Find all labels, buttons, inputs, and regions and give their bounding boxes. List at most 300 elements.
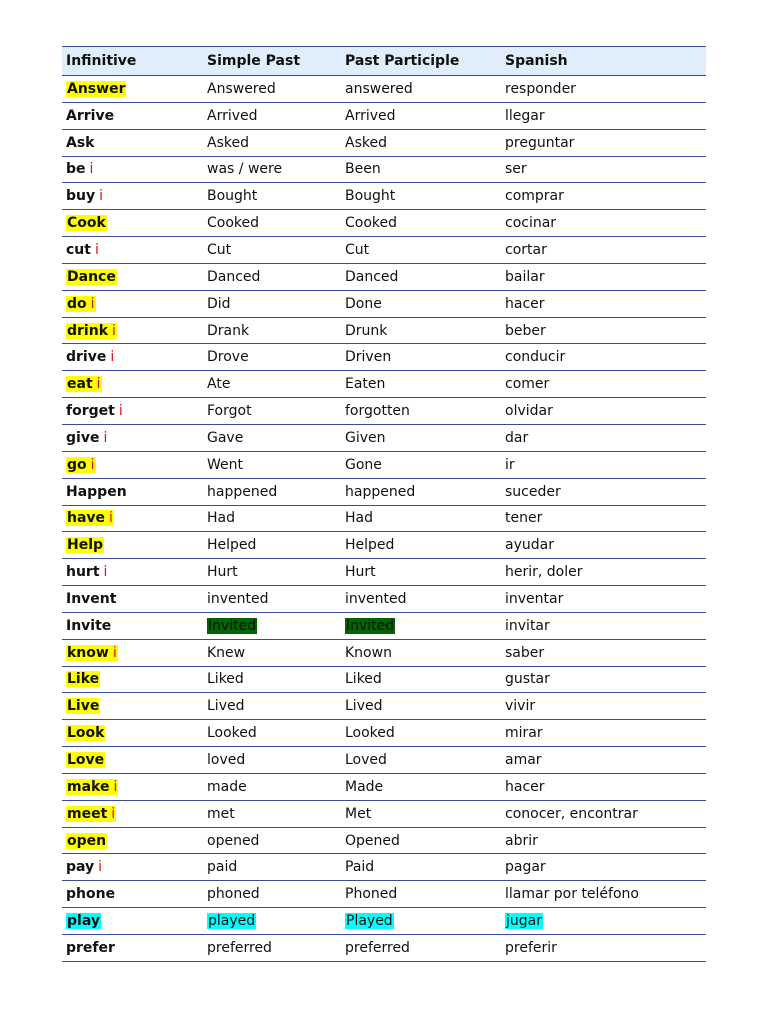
cell-text [66, 135, 94, 151]
cell-text [207, 323, 249, 339]
simple-past-cell [203, 451, 341, 478]
past-participle-cell [341, 237, 501, 264]
cell-value: Look [67, 725, 105, 742]
cell-text [345, 323, 387, 339]
highlighted-text [66, 752, 105, 768]
cell-text [207, 108, 258, 124]
cell-value: answered [345, 80, 413, 97]
spanish-cell [501, 129, 706, 156]
table-row [62, 639, 706, 666]
table-row [62, 76, 706, 103]
irregular-marker: i [94, 241, 99, 258]
simple-past-cell [203, 102, 341, 129]
simple-past-cell [203, 827, 341, 854]
cell-text [207, 269, 260, 285]
infinitive-cell [62, 666, 203, 693]
simple-past-cell [203, 693, 341, 720]
cell-value: hacer [505, 295, 545, 312]
cell-value: drive [66, 349, 107, 366]
cell-value: Helped [207, 537, 257, 554]
spanish-cell [501, 210, 706, 237]
simple-past-cell [203, 183, 341, 210]
cell-value: Knew [207, 644, 246, 661]
cell-value: happened [207, 483, 278, 500]
cell-value: drink [67, 322, 109, 339]
highlighted-text [66, 806, 116, 822]
spanish-cell [501, 424, 706, 451]
highlighted-text [66, 296, 96, 312]
simple-past-cell [203, 76, 341, 103]
cell-value: abrir [505, 832, 538, 849]
infinitive-cell [62, 532, 203, 559]
cell-text [505, 376, 549, 392]
cell-value: Went [207, 456, 243, 473]
cell-text [345, 135, 387, 151]
cell-text [505, 671, 550, 687]
infinitive-cell [62, 344, 203, 371]
simple-past-cell [203, 237, 341, 264]
cell-value: responder [505, 80, 576, 97]
header-spanish: Spanish [501, 47, 706, 76]
spanish-cell [501, 639, 706, 666]
cell-text [505, 242, 547, 258]
highlighted-text [66, 215, 107, 231]
cell-text [345, 81, 413, 97]
highlighted-text [66, 779, 118, 795]
simple-past-cell [203, 398, 341, 425]
cell-text [66, 108, 114, 124]
highlighted-text [345, 913, 394, 929]
cell-text [66, 886, 115, 902]
cell-text [345, 779, 383, 795]
cell-text [345, 215, 397, 231]
infinitive-cell [62, 881, 203, 908]
cell-value: Arrive [66, 107, 115, 124]
highlighted-text [66, 457, 96, 473]
cell-text [505, 161, 527, 177]
highlighted-text [66, 698, 100, 714]
past-participle-cell [341, 666, 501, 693]
infinitive-cell [62, 183, 203, 210]
cell-text [207, 457, 243, 473]
cell-value: Cut [207, 241, 232, 258]
cell-value: cut [66, 241, 91, 258]
simple-past-cell [203, 666, 341, 693]
past-participle-cell [341, 317, 501, 344]
cell-text [207, 188, 257, 204]
past-participle-cell [341, 935, 501, 962]
irregular-marker: i [90, 456, 95, 473]
cell-text [505, 564, 583, 580]
cell-text [345, 752, 387, 768]
table-row [62, 210, 706, 237]
infinitive-cell [62, 317, 203, 344]
irregular-marker: i [112, 322, 116, 339]
cell-value: hurt [66, 564, 100, 581]
infinitive-cell [62, 747, 203, 774]
cell-text [207, 698, 244, 714]
cell-value: preferred [345, 939, 410, 956]
infinitive-cell [62, 908, 203, 935]
cell-value: cortar [505, 241, 547, 258]
spanish-cell [501, 720, 706, 747]
cell-text [345, 403, 410, 419]
table-row [62, 237, 706, 264]
infinitive-cell [62, 505, 203, 532]
spanish-cell [501, 586, 706, 613]
cell-value: Had [207, 510, 235, 527]
cell-text [505, 188, 564, 204]
cell-value: suceder [505, 483, 561, 500]
table-header [62, 47, 706, 76]
cell-text [207, 564, 238, 580]
cell-text [66, 430, 107, 446]
cell-text [345, 806, 371, 822]
cell-value: Looked [345, 725, 395, 742]
spanish-cell [501, 317, 706, 344]
irregular-marker: i [110, 349, 115, 366]
cell-value: hacer [505, 778, 545, 795]
spanish-cell [501, 559, 706, 586]
infinitive-cell [62, 398, 203, 425]
past-participle-cell [341, 451, 501, 478]
spanish-cell [501, 773, 706, 800]
cell-text [66, 859, 102, 875]
past-participle-cell [341, 586, 501, 613]
cell-text [505, 108, 545, 124]
cell-value: Answer [67, 80, 126, 97]
cell-text [207, 215, 259, 231]
cell-text [345, 886, 397, 902]
infinitive-cell [62, 693, 203, 720]
cell-text [345, 537, 394, 553]
cell-value: Live [67, 698, 100, 715]
cell-text [505, 537, 554, 553]
cell-text [207, 135, 249, 151]
cell-value: ayudar [505, 537, 554, 554]
irregular-marker: i [99, 188, 104, 205]
cell-text [505, 725, 543, 741]
highlighted-text [66, 376, 102, 392]
cell-value: Love [67, 752, 105, 769]
cell-text [505, 510, 542, 526]
cell-value: Help [67, 537, 104, 554]
cell-value: Answered [207, 80, 276, 97]
cell-value: llegar [505, 107, 545, 124]
cell-text [207, 484, 277, 500]
cell-value: Done [345, 295, 382, 312]
cell-value: Bought [207, 188, 258, 205]
cell-value: phone [66, 886, 116, 903]
cell-value: olvidar [505, 403, 553, 420]
cell-value: do [67, 295, 87, 312]
irregular-marker: i [118, 403, 123, 420]
simple-past-cell [203, 263, 341, 290]
cell-value: was / were [207, 161, 283, 178]
table-row [62, 317, 706, 344]
infinitive-cell [62, 478, 203, 505]
verb-table [62, 46, 706, 962]
irregular-marker: i [96, 376, 101, 393]
spanish-cell [501, 263, 706, 290]
spanish-cell [501, 827, 706, 854]
past-participle-cell [341, 908, 501, 935]
cell-value: preguntar [505, 134, 575, 151]
cell-value: Had [345, 510, 373, 527]
cell-value: herir, doler [505, 564, 583, 581]
infinitive-cell [62, 102, 203, 129]
cell-text [207, 940, 272, 956]
simple-past-cell [203, 612, 341, 639]
past-participle-cell [341, 371, 501, 398]
simple-past-cell [203, 559, 341, 586]
cell-value: opened [207, 832, 260, 849]
table-row [62, 532, 706, 559]
cell-text [505, 430, 528, 446]
cell-text [207, 81, 276, 97]
cell-text [207, 376, 230, 392]
cell-text [66, 940, 115, 956]
spanish-cell [501, 693, 706, 720]
cell-value: be [66, 161, 86, 178]
cell-value: have [67, 510, 106, 527]
cell-value: ir [505, 456, 515, 473]
simple-past-cell [203, 747, 341, 774]
cell-text [505, 806, 638, 822]
spanish-cell [501, 747, 706, 774]
cell-value: meet [67, 805, 108, 822]
past-participle-cell [341, 773, 501, 800]
infinitive-cell [62, 586, 203, 613]
past-participle-cell [341, 505, 501, 532]
table-row [62, 908, 706, 935]
cell-text [207, 886, 260, 902]
cell-text [345, 161, 381, 177]
cell-value: forget [66, 403, 115, 420]
highlighted-text [345, 618, 395, 634]
highlighted-text [66, 671, 100, 687]
cell-value: invented [207, 590, 269, 607]
cell-value: inventar [505, 590, 564, 607]
cell-value: Liked [345, 671, 382, 688]
cell-text [505, 645, 544, 661]
table-row [62, 935, 706, 962]
cell-text [345, 645, 392, 661]
simple-past-cell [203, 586, 341, 613]
table-row [62, 800, 706, 827]
cell-value: Danced [207, 268, 261, 285]
table-row [62, 827, 706, 854]
cell-text [207, 161, 282, 177]
table-row [62, 666, 706, 693]
cell-text [66, 484, 127, 500]
simple-past-cell [203, 773, 341, 800]
past-participle-cell [341, 559, 501, 586]
cell-value: prefer [66, 939, 115, 956]
cell-text [207, 296, 231, 312]
cell-text [207, 537, 256, 553]
cell-value: Liked [207, 671, 244, 688]
simple-past-cell [203, 371, 341, 398]
highlighted-text [207, 618, 257, 634]
cell-value: llamar por teléfono [505, 886, 639, 903]
cell-text [505, 591, 563, 607]
cell-value: vivir [505, 698, 536, 715]
simple-past-cell [203, 424, 341, 451]
cell-value: Gave [207, 429, 244, 446]
spanish-cell [501, 183, 706, 210]
cell-value: preferred [207, 939, 272, 956]
cell-value: Paid [345, 859, 375, 876]
irregular-marker: i [103, 429, 108, 446]
cell-text [345, 457, 382, 473]
cell-value: make [67, 778, 110, 795]
cell-text [505, 940, 557, 956]
cell-value: bailar [505, 268, 545, 285]
cell-text [505, 403, 553, 419]
irregular-marker: i [111, 805, 116, 822]
infinitive-cell [62, 237, 203, 264]
cell-text [66, 161, 93, 177]
cell-value: Hurt [207, 564, 238, 581]
table-row [62, 505, 706, 532]
cell-value: tener [505, 510, 543, 527]
past-participle-cell [341, 210, 501, 237]
highlighted-text [66, 323, 117, 339]
infinitive-cell [62, 639, 203, 666]
infinitive-cell [62, 935, 203, 962]
spanish-cell [501, 156, 706, 183]
cell-value: invented [345, 590, 407, 607]
table-row [62, 263, 706, 290]
cell-text [207, 725, 257, 741]
past-participle-cell [341, 290, 501, 317]
past-participle-cell [341, 102, 501, 129]
cell-value: comprar [505, 188, 564, 205]
cell-text [207, 671, 244, 687]
past-participle-cell [341, 344, 501, 371]
cell-value: comer [505, 376, 550, 393]
table-row [62, 424, 706, 451]
cell-value: preferir [505, 939, 557, 956]
highlighted-text [66, 725, 105, 741]
spanish-cell [501, 854, 706, 881]
cell-value: played [208, 913, 256, 930]
simple-past-cell [203, 505, 341, 532]
table-row [62, 693, 706, 720]
spanish-cell [501, 881, 706, 908]
spanish-cell [501, 237, 706, 264]
simple-past-cell [203, 800, 341, 827]
past-participle-cell [341, 827, 501, 854]
cell-text [345, 188, 395, 204]
cell-value: conocer, encontrar [505, 805, 638, 822]
cell-text [207, 242, 231, 258]
highlighted-text [66, 537, 104, 553]
cell-value: met [207, 805, 235, 822]
cell-text [207, 349, 249, 365]
simple-past-cell [203, 156, 341, 183]
table-row [62, 129, 706, 156]
spanish-cell [501, 666, 706, 693]
cell-text [505, 323, 546, 339]
cell-value: Lived [207, 698, 245, 715]
cell-value: Ate [207, 376, 231, 393]
cell-text [207, 833, 259, 849]
highlighted-text [207, 913, 256, 929]
cell-text [345, 376, 385, 392]
cell-value: Loved [345, 752, 387, 769]
cell-value: go [67, 456, 87, 473]
table-row [62, 290, 706, 317]
cell-value: Eaten [345, 376, 386, 393]
past-participle-cell [341, 76, 501, 103]
infinitive-cell [62, 129, 203, 156]
table-row [62, 102, 706, 129]
past-participle-cell [341, 183, 501, 210]
cell-text [505, 618, 550, 634]
cell-value: Phoned [345, 886, 398, 903]
table-body [62, 76, 706, 962]
cell-value: Given [345, 429, 386, 446]
simple-past-cell [203, 290, 341, 317]
infinitive-cell [62, 210, 203, 237]
cell-value: jugar [506, 913, 542, 930]
past-participle-cell [341, 532, 501, 559]
table-row [62, 720, 706, 747]
cell-value: open [67, 832, 107, 849]
cell-value: Did [207, 295, 231, 312]
highlighted-text [66, 269, 117, 285]
past-participle-cell [341, 854, 501, 881]
cell-value: Opened [345, 832, 400, 849]
cell-text [345, 108, 396, 124]
cell-text [345, 671, 382, 687]
cell-text [345, 591, 407, 607]
header-infinitive: Infinitive [62, 47, 203, 76]
highlighted-text [66, 833, 107, 849]
cell-text [505, 833, 538, 849]
cell-text [66, 349, 114, 365]
infinitive-cell [62, 827, 203, 854]
cell-value: Asked [345, 134, 387, 151]
cell-value: Danced [345, 268, 399, 285]
cell-value: Been [345, 161, 381, 178]
cell-value: Happen [66, 483, 127, 500]
cell-text [207, 779, 247, 795]
cell-value: Driven [345, 349, 392, 366]
infinitive-cell [62, 559, 203, 586]
table-row [62, 612, 706, 639]
cell-value: ser [505, 161, 527, 178]
cell-value: phoned [207, 886, 260, 903]
highlighted-text [66, 645, 118, 661]
cell-text [345, 698, 382, 714]
cell-value: Known [345, 644, 392, 661]
cell-value: Gone [345, 456, 382, 473]
irregular-marker: i [109, 510, 113, 527]
cell-text [505, 269, 545, 285]
infinitive-cell [62, 854, 203, 881]
simple-past-cell [203, 210, 341, 237]
cell-text [505, 135, 574, 151]
cell-value: Drank [207, 322, 250, 339]
cell-text [66, 188, 103, 204]
past-participle-cell [341, 263, 501, 290]
cell-value: Invite [66, 617, 112, 634]
infinitive-cell [62, 290, 203, 317]
past-participle-cell [341, 747, 501, 774]
